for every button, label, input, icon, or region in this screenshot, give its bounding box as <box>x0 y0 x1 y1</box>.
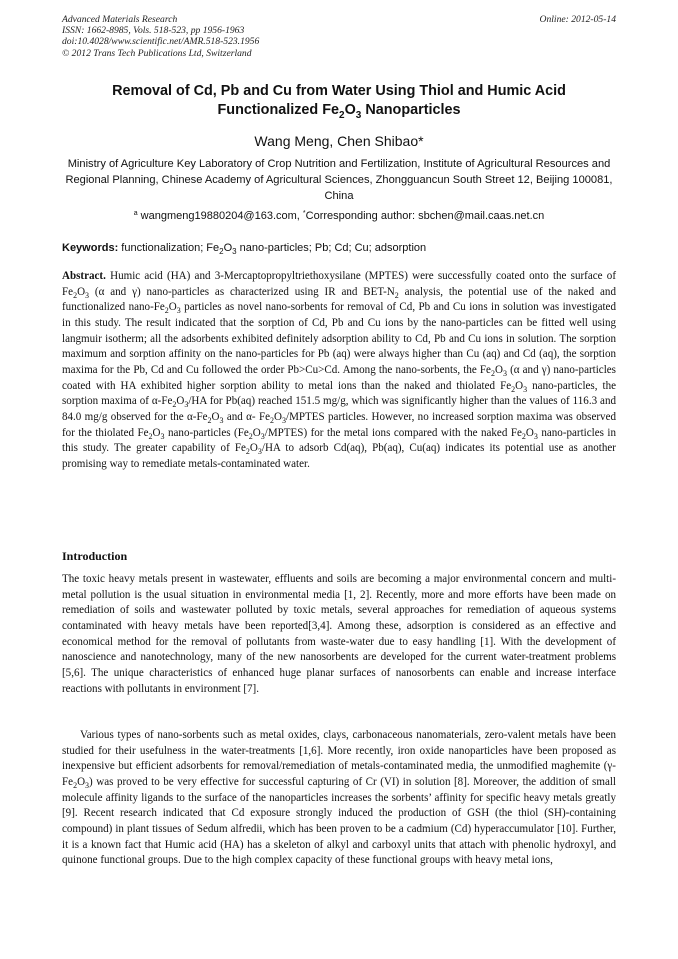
introduction-paragraph-2: Various types of nano-sorbents such as metal oxides, clays, carbonaceous nanomaterials, zero-valent metals have been studied for their usefulness in the water-treatments [1,6]. More recently, iron oxide nanoparticles have been proposed as inexpensive but efficient adsorbents for removal/remediation of metals-contaminated media, the unmodified maghemite (γ- $Fe_2O_3$) was proved to be very effective for successful capturing of Cr (VI) in solution [8]. Moreover, the addition of small molecule affinity ligands to the surface of the nanoparticles increases the sorbents’ affinity for specific heavy metals greatly [9]. Recent research indicated that Cd exposure strongly induced the production of GSH (the thiol (SH)-containing compound) in plant tissues of Sedum alfredii, which has been proven to be a cadmium (Cd) hyperaccumulator [10]. Further, it is a known fact that Humic acid (HA) has a skeleton of alkyl and carboxyl units that attach with phenolic hydroxyl, and quinone functional groups. Due to the high complex capacity of these functional groups with heavy metal ions, <box>62 729 616 867</box>
abstract: Abstract. Humic acid (HA) and 3-Mercaptopropyltriethoxysilane (MPTES) were successfully coated onto the surface of $Fe_2O_3$ (α and γ) nano-particles as characterized using IR and BET-$N_2$ analysis, the potential use of the naked and functionalized nano-$Fe_2O_3$ particles as novel nano-sorbents for removal of Cd, Pb and Cu ions in solution was investigated in this study. The result indicated that the sorption of Cd, Pb and Cu ions by the nano-particles can be fitted well using langmuir isotherm; all the adsorbents exhibited definitely adsorption ability to Cd, Pb and Cu ions in solution. The sorption maximum and sorption affinity on the nano-particles for Pb (aq) were always higher than Cu (aq) and Cd (aq), the sorption maxima for the Pb, Cd and Cu followed the order Pb>Cu>Cd. Among the nano-sorbents, the $Fe_2O_3$ (α and γ) nano-particles coated with HA exhibited higher sorption ability to metal ions than the naked and thiolated $Fe_2O_3$ nano-particles, the sorption maxima of $\alpha-Fe_2O_3/HA$ for Pb(aq) reached 151.5 mg/g, which was significantly higher than the values of 116.3 and 84.0 mg/g observed for the $\alpha-Fe_2O_3$ and α- $Fe_2O_3$/MPTES particles. However, no increased sorption maxima was observed for the thiolated $Fe_2O_3$ nano-particles $(Fe_2O_3/MPTES)$ for the metal ions compared with the naked $Fe_2O_3$ nano-particles in this study. The greater capability of $Fe_2O_3/HA$ to adsorb Cd(aq), Pb(aq), Cu(aq) indicates its potential use as another promising way to remediate metals-contaminated water. <box>62 270 617 470</box>
affiliation: Ministry of Agriculture Key Laboratory of Crop Nutrition and Fertilization, Institute of Agricultural Resources and Regional Planning, Chinese Academy of Agricultural Sciences, Zhongguancun South Street 12, Beijing 100081, China <box>65 158 613 202</box>
introduction-heading: Introduction <box>62 549 128 563</box>
author-list: Wang Meng, Chen Shibao* <box>254 133 424 149</box>
issn-line: ISSN: 1662-8985, Vols. 518-523, pp 1956-1963 <box>62 25 245 37</box>
paper-title <box>62 82 616 120</box>
introduction-paragraph-1: The toxic heavy metals present in wastewater, effluents and soils are becoming a major environmental concern and multi-metal pollution is the usual situation in environmental media [1, 2]. Recently, more and more efforts have been made on remediation of soils and wastewater polluted by toxic metals, several approaches for remediation of aqueous systems contaminated with heavy metals have been reported[3,4]. Among these, adsorption is considered as an effective and economical method for the removal of pollutants from waste-water due to easy handling [1]. With the development of nanoscience and nanotechnology, many of the new nanosorbents are developed for the current water-treatment problems [5,6]. The unique characteristics of enhanced huge planar surfaces of nanosorbents can enable and increase interface reactions with pollutants in environment [7]. <box>62 573 616 695</box>
email-2[interactable]: Corresponding author: sbchen@mail.caas.net.cn <box>305 210 545 222</box>
journal-name: Advanced Materials Research <box>62 14 178 25</box>
doi-line: doi:10.4028/www.scientific.net/AMR.518-523.1956 <box>62 36 260 48</box>
keywords-label: Keywords: <box>62 242 119 254</box>
keywords: Keywords: functionalization; $Fe_2O_3$ nano-particles; Pb; Cd; Cu; adsorption <box>62 242 427 257</box>
journal-header <box>62 14 616 59</box>
author-emails: $^a$ wangmeng19880204@163.com, *Corresponding author: sbchen@mail.caas.net.cn <box>133 210 545 222</box>
copyright-line: © 2012 Trans Tech Publications Ltd, Switzerland <box>62 47 252 59</box>
title-line-2: Functionalized $Fe_2O_3$ Nanoparticles <box>217 102 461 121</box>
online-date: Online: 2012-05-14 <box>539 14 616 25</box>
email-1[interactable]: wangmeng19880204@163.com, <box>137 210 303 222</box>
title-line-1: Removal of Cd, Pb and Cu from Water Using Thiol and Humic Acid <box>112 83 566 99</box>
abstract-label: Abstract. <box>62 270 106 282</box>
